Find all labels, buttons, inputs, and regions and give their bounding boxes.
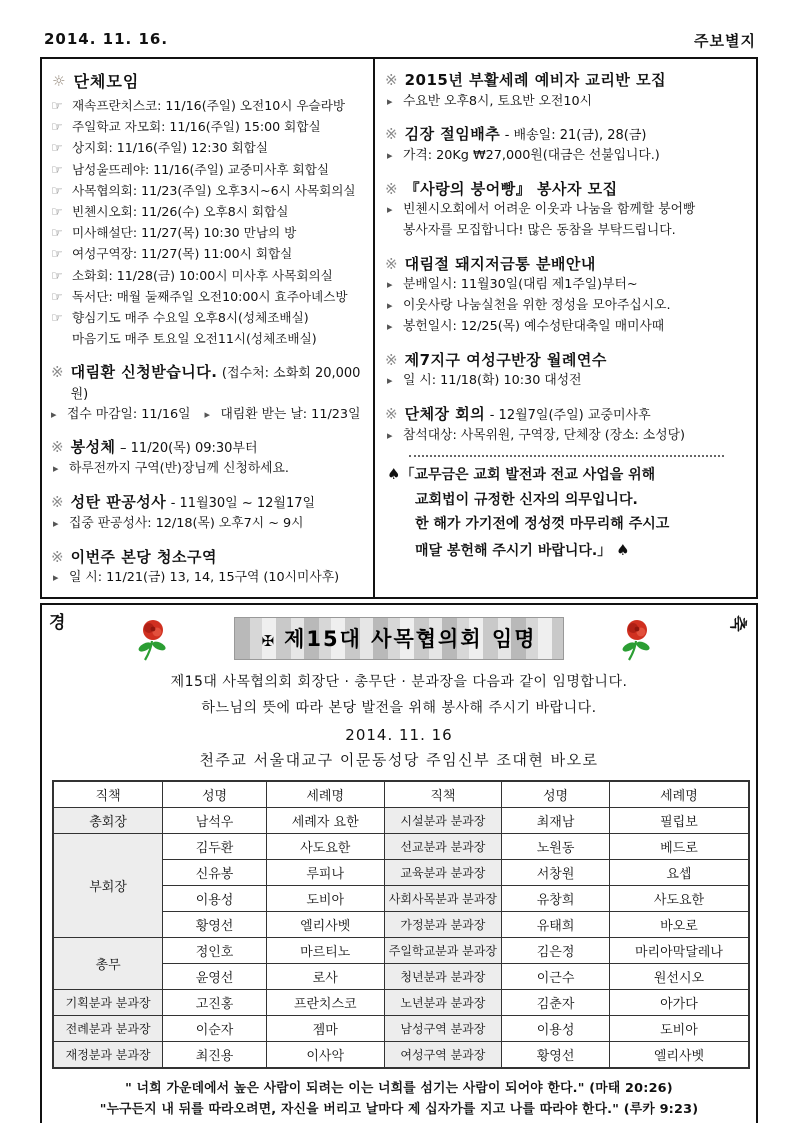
bullet-text: 수요반 오후8시, 토요반 오전10시 bbox=[403, 93, 593, 109]
section-title: 대림절 돼지저금통 분배안내 bbox=[404, 254, 596, 273]
role-cell: 총회장 bbox=[53, 807, 163, 833]
pointing-hand-icon: ☞ bbox=[51, 99, 63, 114]
pointing-hand-icon: ☞ bbox=[51, 141, 63, 157]
section-title: 성탄 판공성사 bbox=[70, 493, 167, 512]
pointing-hand-icon: ☞ bbox=[51, 268, 63, 284]
name-cell: 김두환 bbox=[163, 833, 267, 859]
name-cell: 유태희 bbox=[502, 911, 610, 937]
role-cell: 여성구역 분과장 bbox=[384, 1041, 502, 1068]
role-cell: 시설분과 분과장 bbox=[384, 807, 502, 833]
reference-mark-icon: ※ bbox=[385, 404, 398, 423]
triangle-bullet-icon: ▸ bbox=[387, 428, 393, 442]
section-leaders-meeting bbox=[385, 403, 747, 447]
triangle-bullet-icon: ▸ bbox=[51, 407, 57, 421]
baptismal-cell: 사도요한 bbox=[609, 885, 749, 911]
item-text: 독서단: 매월 둘째주일 오전10:00시 효주아녜스방 bbox=[72, 288, 348, 304]
pointing-hand-icon: ☞ bbox=[51, 289, 63, 305]
pointing-hand-icon: ☞ bbox=[51, 247, 63, 263]
baptismal-cell: 이사악 bbox=[266, 1041, 384, 1068]
name-cell: 노원동 bbox=[502, 833, 610, 859]
right-column bbox=[375, 59, 756, 597]
section-suffix: - 배송일: 21(금), 28(금) bbox=[504, 128, 647, 144]
list-item bbox=[51, 308, 368, 329]
appointment-date: 2014. 11. 16 bbox=[345, 725, 453, 744]
section-title: 제7지구 여성구반장 월례연수 bbox=[404, 350, 607, 369]
triangle-bullet-icon: ▸ bbox=[387, 299, 393, 313]
item-text: 사목협의회: 11/23(주일) 오후3시~6시 사목회의실 bbox=[72, 182, 356, 198]
col-header: 직책 bbox=[53, 781, 163, 808]
section-title: 2015년 부활세례 예비자 교리반 모집 bbox=[404, 71, 667, 89]
name-cell: 신유봉 bbox=[163, 859, 267, 885]
notice-line: 한 해가 가기전에 정성껏 마무리해 주시고 bbox=[415, 516, 670, 533]
reference-mark-icon: ※ bbox=[385, 71, 398, 89]
pointing-hand-icon: ☞ bbox=[51, 120, 63, 136]
section-title: 『사랑의 붕어빵』 봉사자 모집 bbox=[404, 179, 618, 198]
pointing-hand-icon: ☞ bbox=[51, 204, 63, 220]
banner-title: 제15대 사목협의회 임명 bbox=[284, 626, 537, 651]
list-item bbox=[51, 223, 368, 244]
name-cell: 이순자 bbox=[163, 1015, 267, 1041]
list-item bbox=[51, 96, 368, 117]
celebration-char-left: 경 bbox=[49, 612, 66, 633]
announcements-box bbox=[40, 57, 758, 599]
baptismal-cell: 엘리사벳 bbox=[266, 911, 384, 937]
bullet-text: 일 시: 11/18(화) 10:30 대성전 bbox=[403, 373, 582, 389]
reference-mark-icon: ※ bbox=[385, 254, 398, 273]
bullet-text: 접수 마감일: 11/16일 bbox=[67, 406, 191, 422]
section-kimchi-cabbage bbox=[385, 123, 747, 167]
doc-label: 주보별지 bbox=[694, 32, 756, 50]
item-text: 주일학교 자모회: 11/16(주일) 15:00 회합실 bbox=[72, 119, 321, 135]
bullet-text: 대림환 받는 날: 11/23일 bbox=[220, 406, 361, 422]
baptismal-cell: 세례자 요한 bbox=[266, 807, 384, 833]
triangle-bullet-icon: ▸ bbox=[387, 374, 393, 388]
triangle-bullet-icon: ▸ bbox=[387, 319, 393, 333]
list-item bbox=[51, 117, 368, 138]
reference-mark-icon: ※ bbox=[51, 362, 64, 381]
bullet-text: 봉헌일시: 12/25(목) 예수성탄대축일 매미사때 bbox=[403, 318, 665, 334]
name-cell: 황영선 bbox=[163, 911, 267, 937]
triangle-bullet-icon: ▸ bbox=[53, 571, 59, 585]
triangle-bullet-icon: ▸ bbox=[53, 517, 59, 531]
table-row bbox=[53, 1041, 749, 1068]
quote-matthew: " 너희 가운데에서 높은 사람이 되려는 이는 너희를 섬기는 사람이 되어야 한다." (마태 20:26) bbox=[125, 1080, 673, 1096]
triangle-bullet-icon: ▸ bbox=[204, 407, 211, 421]
header-date: 2014. 11. 16. bbox=[44, 30, 169, 48]
bullet-text: 일 시: 11/21(금) 13, 14, 15구역 (10시미사후) bbox=[69, 570, 340, 586]
name-cell: 이용성 bbox=[163, 885, 267, 911]
section-cleaning-zone bbox=[51, 546, 368, 589]
bullet-text: 가격: 20Kg ₩27,000원(대금은 선불입니다.) bbox=[403, 148, 660, 164]
item-text: 재속프란치스코: 11/16(주일) 오전10시 우슬라방 bbox=[72, 98, 346, 113]
name-cell: 이근수 bbox=[502, 963, 610, 989]
name-cell: 최재남 bbox=[502, 807, 610, 833]
notice-line: 매달 봉헌해 주시기 바랍니다.」 bbox=[415, 542, 612, 559]
col-header: 성명 bbox=[502, 781, 610, 808]
pointing-hand-icon: ☞ bbox=[51, 162, 63, 178]
section-title: 봉성체 bbox=[70, 438, 116, 457]
role-cell: 사회사목분과 분과장 bbox=[384, 885, 502, 911]
role-cell: 청년분과 분과장 bbox=[384, 963, 502, 989]
name-cell: 정인호 bbox=[163, 937, 267, 963]
name-cell: 김은정 bbox=[502, 937, 610, 963]
triangle-bullet-icon: ▸ bbox=[387, 149, 393, 163]
item-text: 소화회: 11/28(금) 10:00시 미사후 사목회의실 bbox=[72, 267, 333, 283]
name-cell: 서창원 bbox=[502, 859, 610, 885]
appointment-intro-2: 하느님의 뜻에 따라 본당 발전을 위해 봉사해 주시기 바랍니다. bbox=[201, 699, 597, 716]
section-title: 대림환 신청받습니다. bbox=[70, 362, 218, 381]
reference-mark-icon: ※ bbox=[51, 438, 64, 457]
col-header: 세례명 bbox=[266, 781, 384, 808]
name-cell: 김춘자 bbox=[502, 989, 610, 1015]
section-communion-visit bbox=[51, 436, 368, 480]
maltese-cross-icon: ✠ bbox=[261, 631, 277, 650]
reference-mark-icon: ※ bbox=[385, 125, 398, 144]
reference-mark-icon: ※ bbox=[385, 179, 398, 198]
bullet-text: 분배일시: 11월30일(대림 제1주일)부터~ bbox=[403, 277, 638, 293]
notice-line: 교회법이 규정한 신자의 의무입니다. bbox=[415, 491, 638, 508]
baptismal-cell: 베드로 bbox=[609, 833, 749, 859]
triangle-bullet-icon: ▸ bbox=[387, 203, 393, 217]
page-header bbox=[0, 0, 794, 57]
section-title: 이번주 본당 청소구역 bbox=[70, 547, 217, 566]
table-row bbox=[53, 1015, 749, 1041]
role-cell: 가정분과 분과장 bbox=[384, 911, 502, 937]
baptismal-cell: 마리아막달레나 bbox=[609, 937, 749, 963]
role-cell: 재정분과 분과장 bbox=[53, 1041, 163, 1068]
section-catechism-class bbox=[385, 69, 747, 112]
baptismal-cell: 원선시오 bbox=[609, 963, 749, 989]
section-fishbread-volunteers bbox=[385, 178, 747, 242]
baptismal-cell: 필립보 bbox=[609, 807, 749, 833]
baptismal-cell: 도비아 bbox=[266, 885, 384, 911]
list-item-continuation: 마음기도 매주 토요일 오전11시(성체조배실) bbox=[72, 331, 317, 347]
role-cell: 주일학교분과 분과장 bbox=[384, 937, 502, 963]
baptismal-cell: 사도요한 bbox=[266, 833, 384, 859]
role-cell: 교육분과 분과장 bbox=[384, 859, 502, 885]
appointment-banner bbox=[234, 617, 564, 660]
list-item bbox=[51, 202, 368, 223]
role-cell: 부회장 bbox=[53, 833, 163, 937]
baptismal-cell: 엘리사벳 bbox=[609, 1041, 749, 1068]
section-suffix: - 12월7일(주일) 교중미사후 bbox=[489, 407, 651, 423]
church-dues-notice bbox=[385, 461, 747, 563]
triangle-bullet-icon: ▸ bbox=[387, 278, 393, 292]
section-title: 김장 절임배추 bbox=[404, 125, 501, 144]
section-advent-wreath bbox=[51, 361, 368, 426]
col-header: 세례명 bbox=[609, 781, 749, 808]
bullet-text: 참석대상: 사목위원, 구역장, 단체장 (장소: 소성당) bbox=[403, 427, 685, 443]
table-header-row bbox=[53, 781, 749, 808]
pastor-signature: 천주교 서울대교구 이문동성당 주임신부 조대현 바오로 bbox=[199, 750, 599, 769]
bullet-continuation: 봉사자를 모집합니다! 많은 동참을 부탁드립니다. bbox=[403, 223, 676, 239]
col-header: 성명 bbox=[163, 781, 267, 808]
item-text: 상지회: 11/16(주일) 12:30 회합실 bbox=[72, 140, 268, 156]
table-row bbox=[53, 833, 749, 859]
appointment-box bbox=[40, 603, 758, 1123]
dotted-divider bbox=[409, 455, 724, 457]
name-cell: 고진홍 bbox=[163, 989, 267, 1015]
spade-icon: ♠ bbox=[387, 465, 401, 484]
bullet-text: 빈첸시오회에서 어려운 이웃과 나눔을 함께할 붕어빵 bbox=[403, 202, 696, 218]
baptismal-cell: 마르티노 bbox=[266, 937, 384, 963]
sun-icon: ☼ bbox=[52, 71, 67, 90]
role-cell: 선교분과 분과장 bbox=[384, 833, 502, 859]
section-suffix: (접수처: 소화회 20,000원) bbox=[70, 365, 361, 402]
left-column bbox=[42, 59, 375, 597]
notice-line: 「교무금은 교회 발전과 전교 사업을 위해 bbox=[400, 467, 656, 484]
section-district-training bbox=[385, 349, 747, 392]
list-item bbox=[51, 160, 368, 181]
item-text: 남성울뜨레야: 11/16(주일) 교중미사후 회합실 bbox=[72, 161, 330, 177]
baptismal-cell: 아가다 bbox=[609, 989, 749, 1015]
section-suffix: - 11월30일 ~ 12월17일 bbox=[170, 496, 316, 512]
baptismal-cell: 요셉 bbox=[609, 859, 749, 885]
rose-icon bbox=[618, 617, 658, 665]
list-item bbox=[51, 244, 368, 265]
bullet-text: 이웃사랑 나눔실천을 위한 정성을 모아주십시오. bbox=[403, 298, 671, 314]
item-text: 빈첸시오회: 11/26(수) 오후8시 회합실 bbox=[72, 203, 289, 219]
item-text: 미사해설단: 11/27(목) 10:30 만남의 방 bbox=[72, 225, 297, 241]
list-item bbox=[51, 138, 368, 159]
role-cell: 전례분과 분과장 bbox=[53, 1015, 163, 1041]
rose-icon bbox=[134, 617, 174, 665]
role-cell: 총무 bbox=[53, 937, 163, 989]
name-cell: 윤영선 bbox=[163, 963, 267, 989]
section-piggybank bbox=[385, 253, 747, 338]
baptismal-cell: 바오로 bbox=[609, 911, 749, 937]
pointing-hand-icon: ☞ bbox=[51, 226, 63, 242]
spade-icon: ♠ bbox=[616, 540, 630, 559]
table-row bbox=[53, 989, 749, 1015]
reference-mark-icon: ※ bbox=[51, 547, 64, 566]
name-cell: 황영선 bbox=[502, 1041, 610, 1068]
section-title: 단체장 회의 bbox=[404, 404, 486, 423]
role-cell: 남성구역 분과장 bbox=[384, 1015, 502, 1041]
list-item bbox=[51, 181, 368, 202]
pointing-hand-icon: ☞ bbox=[51, 310, 63, 326]
baptismal-cell: 도비아 bbox=[609, 1015, 749, 1041]
reference-mark-icon: ※ bbox=[385, 350, 398, 369]
group-title: 단체모임 bbox=[73, 72, 140, 91]
name-cell: 남석우 bbox=[163, 807, 267, 833]
role-cell: 노년분과 분과장 bbox=[384, 989, 502, 1015]
item-text: 향심기도 매주 수요일 오후8시(성체조배실) bbox=[72, 309, 309, 325]
section-christmas-confession bbox=[51, 491, 368, 535]
bullet-text: 집중 판공성사: 12/18(목) 오후7시 ~ 9시 bbox=[69, 516, 304, 532]
appointment-intro-1: 제15대 사목협의회 회장단 · 총무단 · 분과장을 다음과 같이 임명합니다. bbox=[170, 673, 628, 690]
name-cell: 이용성 bbox=[502, 1015, 610, 1041]
pointing-hand-icon: ☞ bbox=[51, 183, 63, 199]
baptismal-cell: 프란치스코 bbox=[266, 989, 384, 1015]
item-text: 여성구역장: 11/27(목) 11:00시 회합실 bbox=[72, 246, 293, 262]
list-item bbox=[51, 266, 368, 287]
triangle-bullet-icon: ▸ bbox=[387, 94, 393, 108]
bullet-text: 하루전까지 구역(반)장님께 신청하세요. bbox=[69, 461, 289, 477]
role-cell: 기획분과 분과장 bbox=[53, 989, 163, 1015]
group-meetings-heading bbox=[52, 69, 368, 92]
baptismal-cell: 루피나 bbox=[266, 859, 384, 885]
celebration-char-right: 축 bbox=[727, 615, 748, 632]
list-item bbox=[51, 287, 368, 308]
table-row bbox=[53, 807, 749, 833]
col-header: 직책 bbox=[384, 781, 502, 808]
section-suffix: – 11/20(목) 09:30부터 bbox=[120, 441, 258, 457]
baptismal-cell: 로사 bbox=[266, 963, 384, 989]
name-cell: 유창희 bbox=[502, 885, 610, 911]
table-row bbox=[53, 937, 749, 963]
baptismal-cell: 젬마 bbox=[266, 1015, 384, 1041]
quote-luke: "누구든지 내 뒤를 따라오려면, 자신을 버리고 날마다 제 십자가를 지고 나를 따라야 한다." (루카 9:23) bbox=[99, 1102, 699, 1118]
name-cell: 최진용 bbox=[163, 1041, 267, 1068]
reference-mark-icon: ※ bbox=[51, 493, 64, 512]
scripture-quotes bbox=[52, 1078, 746, 1122]
triangle-bullet-icon: ▸ bbox=[53, 462, 59, 476]
appointment-table bbox=[52, 780, 750, 1069]
